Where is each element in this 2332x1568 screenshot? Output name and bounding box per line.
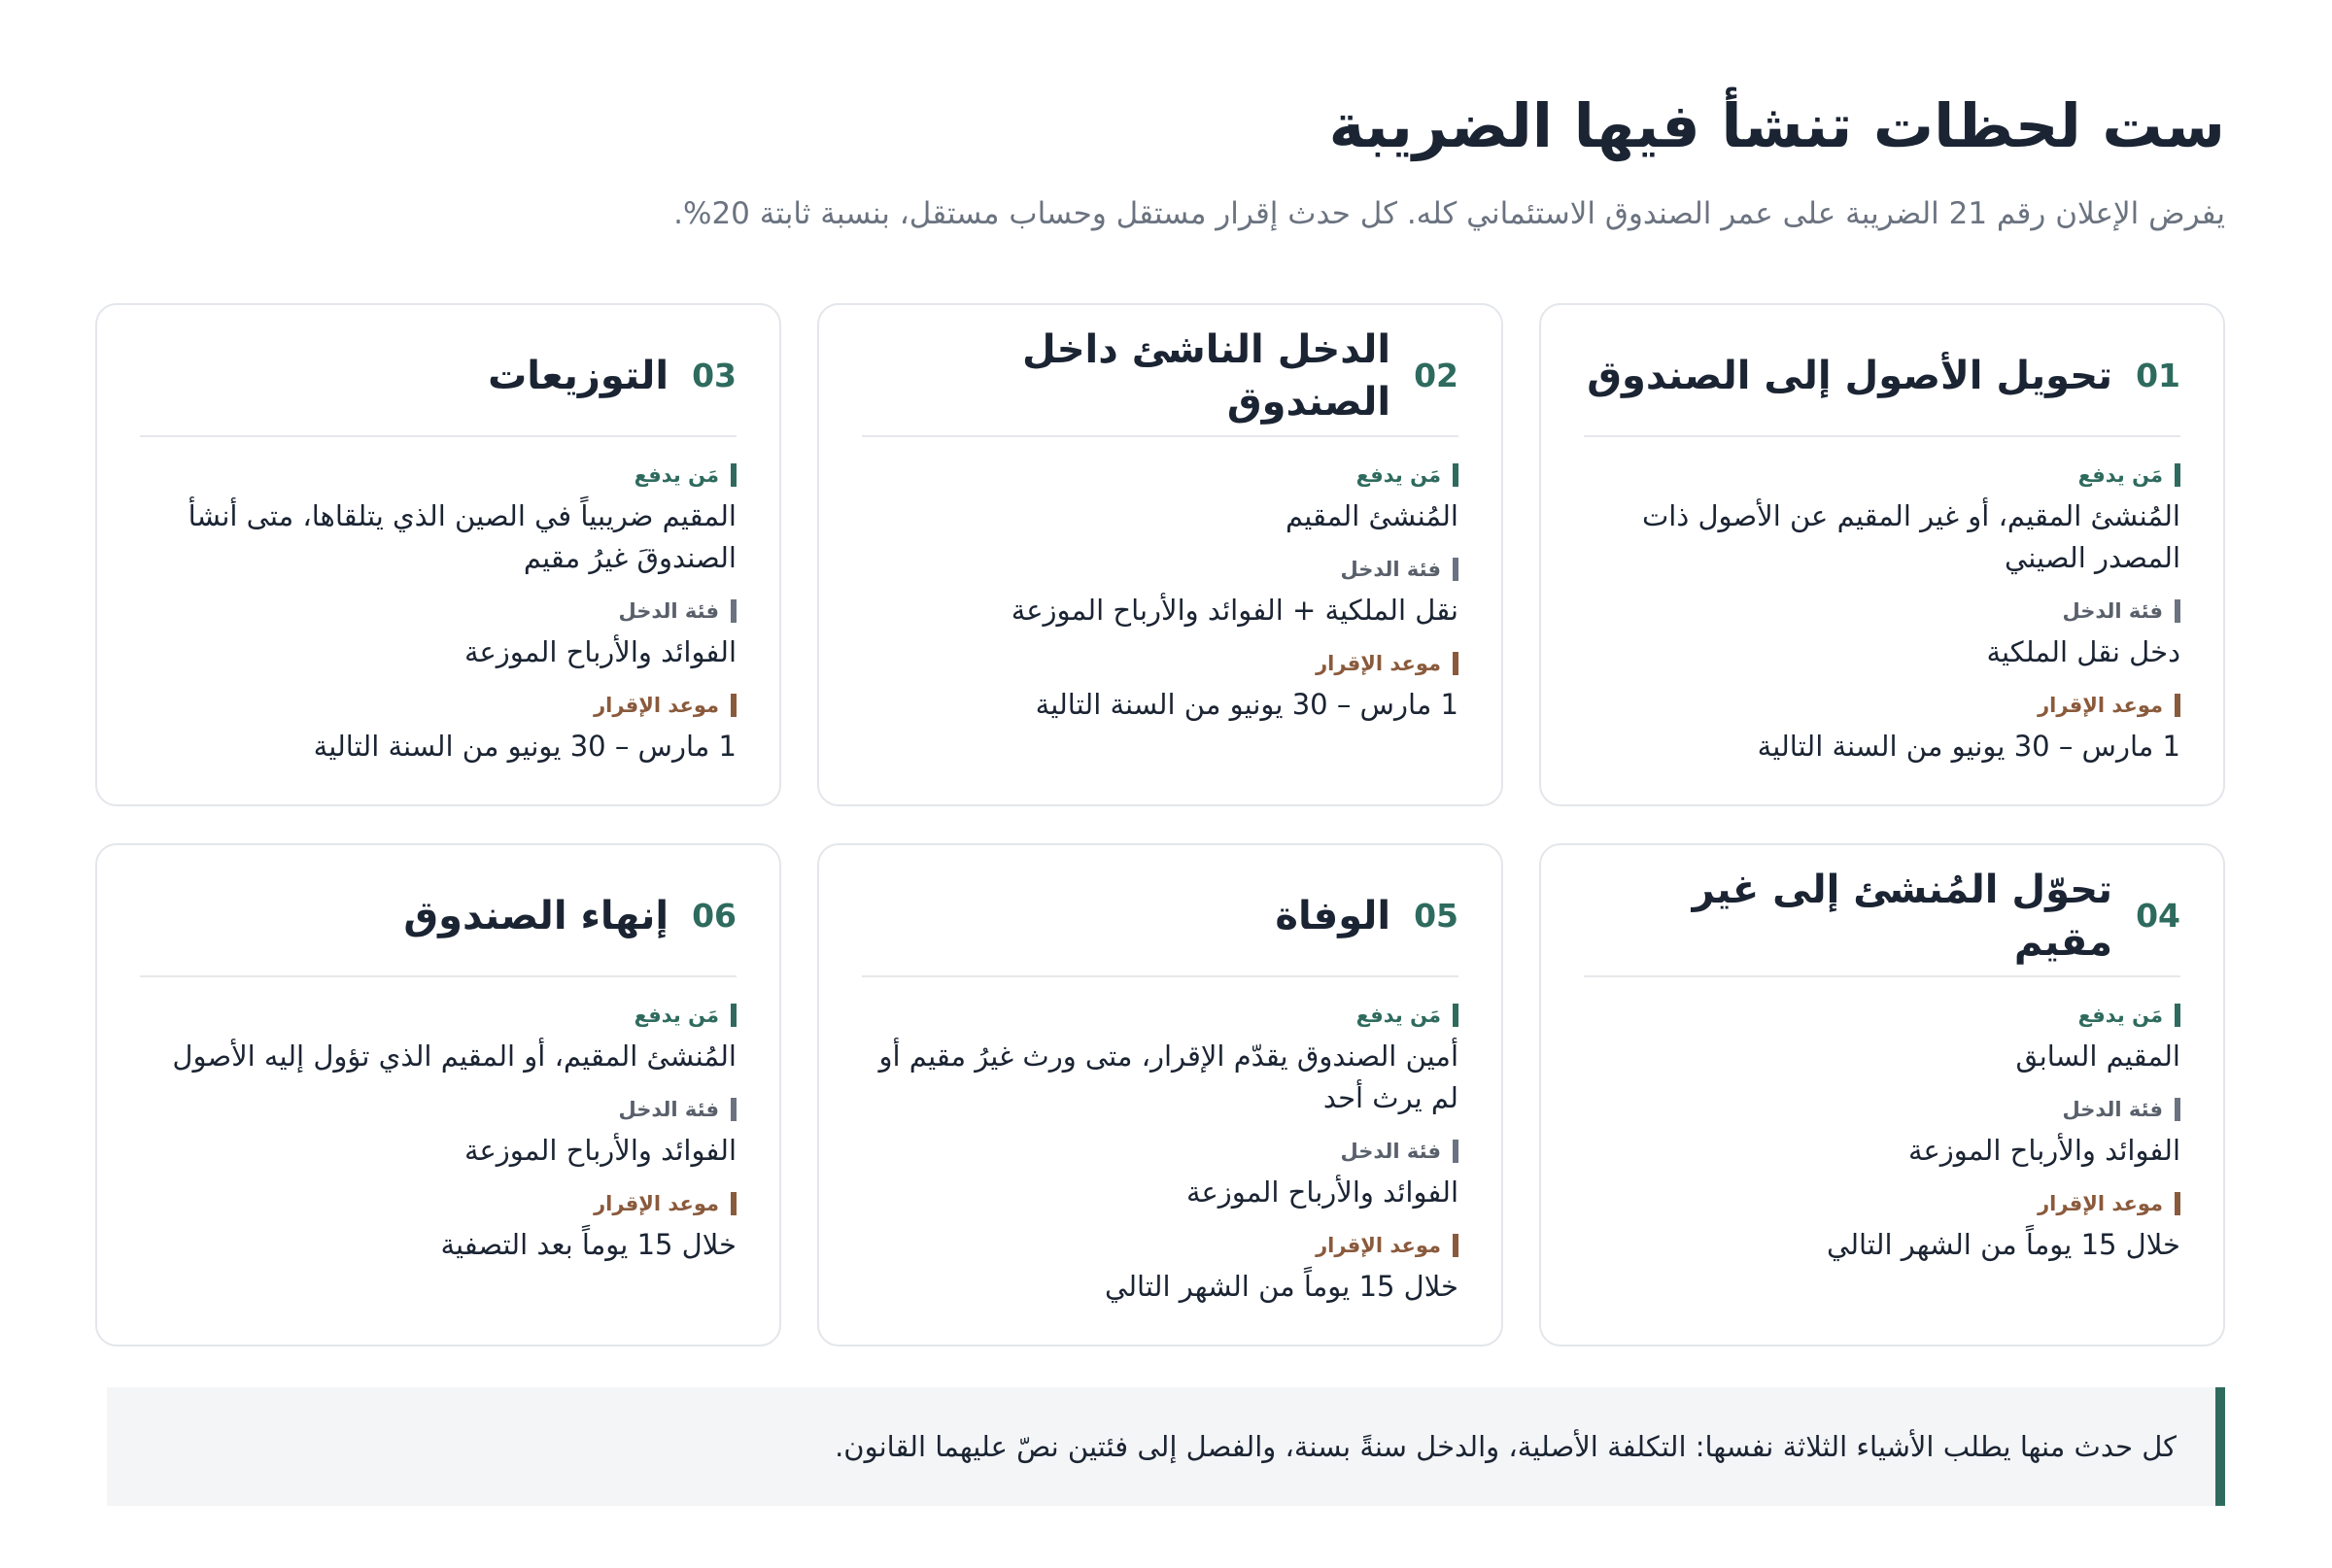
due-label — [140, 691, 737, 720]
due-label-text: موعد الإقرار — [594, 1192, 719, 1215]
payer-value: أمين الصندوق يقدّم الإقرار، متى ورث غيرُ مقيم أو لم يرث أحد — [878, 1040, 1458, 1114]
category-label-text: فئة الدخل — [1340, 1140, 1441, 1163]
payer-label-text: مَن يدفع — [2077, 463, 2163, 487]
marker-bar — [1453, 1004, 1458, 1027]
category-label-text: فئة الدخل — [618, 1098, 719, 1121]
due-label-text: موعد الإقرار — [594, 694, 719, 717]
card-fields — [862, 437, 1458, 726]
due-label — [1584, 691, 2180, 720]
due-value: 1 مارس – 30 يونيو من السنة التالية — [1757, 730, 2180, 763]
payer-label — [1584, 1001, 2180, 1030]
events-grid — [107, 303, 2225, 1346]
category-field — [140, 1095, 737, 1172]
card-number: 03 — [692, 357, 737, 394]
payer-label — [140, 460, 737, 490]
payer-label — [140, 1001, 737, 1030]
category-field — [862, 555, 1458, 631]
due-value: خلال 15 يوماً من الشهر التالي — [1827, 1228, 2180, 1261]
due-label-text: موعد الإقرار — [2038, 1192, 2163, 1215]
marker-bar — [731, 1098, 737, 1121]
marker-bar — [1453, 1234, 1458, 1257]
payer-label — [1584, 460, 2180, 490]
payer-label-text: مَن يدفع — [1355, 463, 1441, 487]
payer-field — [1584, 460, 2180, 579]
marker-bar — [2175, 1098, 2180, 1121]
marker-bar — [2175, 1192, 2180, 1215]
page-title: ست لحظات تنشأ فيها الضريبة — [1328, 90, 2225, 161]
due-field — [140, 1189, 737, 1266]
due-field — [862, 649, 1458, 726]
due-field — [1584, 1189, 2180, 1266]
marker-bar — [731, 463, 737, 487]
card-fields — [862, 977, 1458, 1308]
payer-value: المقيم السابق — [2015, 1040, 2180, 1073]
category-field — [1584, 597, 2180, 673]
event-card-1 — [1539, 303, 2225, 806]
payer-value: المُنشئ المقيم — [1285, 499, 1458, 532]
event-card-5 — [817, 843, 1503, 1346]
due-field — [140, 691, 737, 767]
due-label-text: موعد الإقرار — [1316, 1234, 1441, 1257]
payer-label-text: مَن يدفع — [634, 1004, 719, 1027]
card-number: 01 — [2136, 357, 2180, 394]
payer-label-text: مَن يدفع — [2077, 1004, 2163, 1027]
card-header — [862, 878, 1458, 977]
card-title: تحويل الأصول إلى الصندوق — [1587, 354, 2113, 398]
payer-field — [862, 1001, 1458, 1119]
card-fields — [140, 437, 737, 767]
due-label-text: موعد الإقرار — [2038, 694, 2163, 717]
due-value: خلال 15 يوماً بعد التصفية — [440, 1228, 737, 1261]
card-header — [140, 338, 737, 437]
payer-field — [1584, 1001, 2180, 1077]
category-value: الفوائد والأرباح الموزعة — [463, 1134, 737, 1167]
due-label — [1584, 1189, 2180, 1218]
card-number: 06 — [692, 897, 737, 935]
category-field — [140, 597, 737, 673]
due-value: خلال 15 يوماً من الشهر التالي — [1105, 1270, 1458, 1303]
payer-label — [862, 1001, 1458, 1030]
category-label — [862, 555, 1458, 584]
card-fields — [1584, 977, 2180, 1266]
marker-bar — [2175, 694, 2180, 717]
category-label-text: فئة الدخل — [618, 599, 719, 623]
due-label — [862, 649, 1458, 678]
due-value: 1 مارس – 30 يونيو من السنة التالية — [1035, 688, 1458, 721]
marker-bar — [731, 694, 737, 717]
card-number: 04 — [2136, 897, 2180, 935]
category-field — [862, 1137, 1458, 1213]
payer-field — [140, 1001, 737, 1077]
due-label — [140, 1189, 737, 1218]
payer-value: المُنشئ المقيم، أو غير المقيم عن الأصول ذات المصدر الصيني — [1641, 499, 2180, 574]
category-field — [1584, 1095, 2180, 1172]
payer-value: المُنشئ المقيم، أو المقيم الذي تؤول إليه الأصول — [172, 1040, 737, 1073]
payer-field — [862, 460, 1458, 537]
due-value: 1 مارس – 30 يونيو من السنة التالية — [313, 730, 737, 763]
payer-label — [862, 460, 1458, 490]
marker-bar — [2175, 1004, 2180, 1027]
card-title: إنهاء الصندوق — [403, 894, 669, 938]
event-card-6 — [95, 843, 781, 1346]
marker-bar — [1453, 463, 1458, 487]
payer-value: المقيم ضريبياً في الصين الذي يتلقاها، متى أنشأ الصندوقَ غيرُ مقيم — [188, 499, 737, 574]
category-label — [1584, 597, 2180, 626]
due-label-text: موعد الإقرار — [1316, 652, 1441, 675]
card-header — [1584, 868, 2180, 977]
card-fields — [1584, 437, 2180, 767]
due-label — [862, 1231, 1458, 1260]
marker-bar — [731, 599, 737, 623]
card-header — [140, 878, 737, 977]
card-title: الدخل الناشئ داخل الصندوق — [1022, 327, 1391, 425]
marker-bar — [1453, 1140, 1458, 1163]
payer-label-text: مَن يدفع — [1355, 1004, 1441, 1027]
card-title: تحوّل المُنشئ إلى غير مقيم — [1692, 868, 2113, 965]
category-label — [140, 1095, 737, 1124]
card-number: 05 — [1414, 897, 1458, 935]
card-header — [862, 327, 1458, 437]
category-value: نقل الملكية + الفوائد والأرباح الموزعة — [1011, 594, 1458, 627]
payer-label-text: مَن يدفع — [634, 463, 719, 487]
event-card-2 — [817, 303, 1503, 806]
category-label-text: فئة الدخل — [2062, 1098, 2163, 1121]
category-value: الفوائد والأرباح الموزعة — [1185, 1176, 1458, 1209]
payer-field — [140, 460, 737, 579]
card-title: التوزيعات — [488, 354, 669, 398]
card-number: 02 — [1414, 357, 1458, 394]
category-label — [862, 1137, 1458, 1166]
marker-bar — [1453, 558, 1458, 581]
marker-bar — [2175, 599, 2180, 623]
card-title: الوفاة — [1275, 894, 1391, 938]
event-card-4 — [1539, 843, 2225, 1346]
summary-note-text: كل حدث منها يطلب الأشياء الثلاثة نفسها: التكلفة الأصلية، والدخل سنةً بسنة، والفصل إلى فئتين نصّ عليهما القانون. — [835, 1430, 2177, 1463]
marker-bar — [731, 1004, 737, 1027]
marker-bar — [2175, 463, 2180, 487]
category-label — [1584, 1095, 2180, 1124]
page-subtitle: يفرض الإعلان رقم 21 الضريبة على عمر الصندوق الاستئماني كله. كل حدث إقرار مستقل وحساب مستقل، بنسبة ثابتة 20%. — [673, 196, 2225, 231]
category-label-text: فئة الدخل — [1340, 558, 1441, 581]
event-card-3 — [95, 303, 781, 806]
card-fields — [140, 977, 737, 1266]
category-value: الفوائد والأرباح الموزعة — [1907, 1134, 2180, 1167]
due-field — [1584, 691, 2180, 767]
category-value: دخل نقل الملكية — [1986, 635, 2180, 668]
marker-bar — [731, 1192, 737, 1215]
summary-note — [107, 1387, 2225, 1506]
due-field — [862, 1231, 1458, 1308]
category-label-text: فئة الدخل — [2062, 599, 2163, 623]
card-header — [1584, 338, 2180, 437]
category-label — [140, 597, 737, 626]
marker-bar — [1453, 652, 1458, 675]
category-value: الفوائد والأرباح الموزعة — [463, 635, 737, 668]
